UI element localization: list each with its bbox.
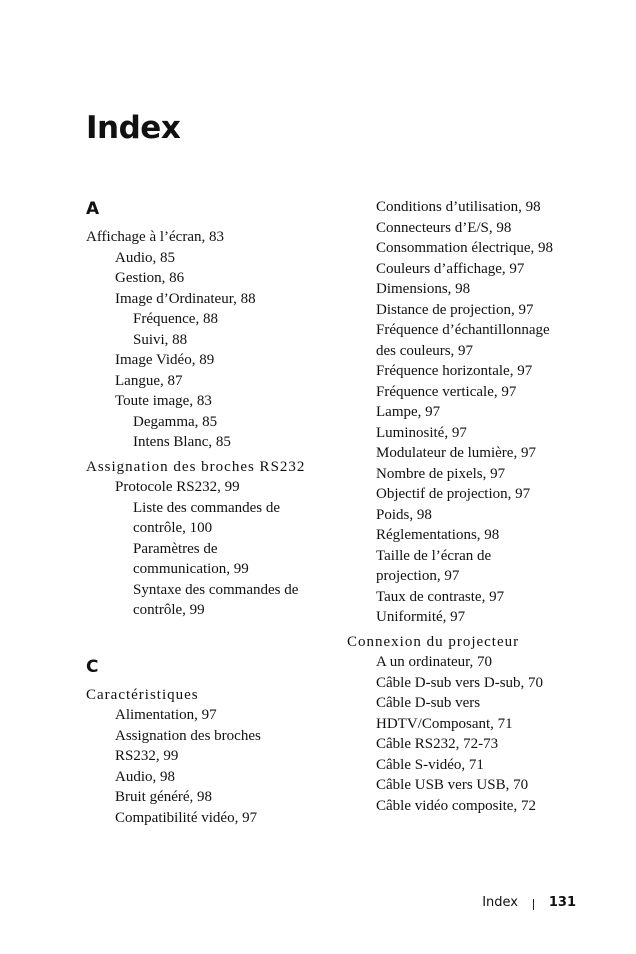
index-subentry: Câble D-sub vers D-sub, 70 (376, 674, 544, 691)
index-subentry: Câble D-sub vers (376, 695, 481, 711)
index-subentry: RS232, 99 (115, 748, 179, 764)
index-subsubentry: communication, 99 (133, 561, 249, 577)
index-subentry: Toute image, 83 (115, 393, 212, 409)
index-subentry: Lampe, 97 (376, 404, 441, 420)
index-subentry: Objectif de projection, 97 (376, 486, 531, 502)
index-subsubentry: Degamma, 85 (133, 413, 218, 430)
index-subentry: Câble vidéo composite, 72 (376, 797, 536, 814)
index-subentry: Connecteurs d’E/S, 98 (376, 219, 512, 236)
index-subsubentry: Paramètres de (133, 540, 218, 557)
index-subsubentry: Intens Blanc, 85 (133, 434, 231, 450)
index-subentry: des couleurs, 97 (376, 342, 474, 359)
index-subentry: Couleurs d’affichage, 97 (376, 260, 525, 277)
index-subsubentry: Suivi, 88 (133, 331, 188, 348)
index-subsubentry: Liste des commandes de (133, 499, 281, 516)
page-title: Index (86, 110, 181, 146)
index-subentry: Audio, 98 (115, 768, 175, 785)
index-subsubentry: contrôle, 99 (133, 602, 205, 618)
page-number: 131 (548, 895, 576, 910)
index-entry: Connexion du projecteur (347, 633, 520, 650)
section-letter-a: A (86, 199, 100, 219)
index-subentry: Câble USB vers USB, 70 (376, 777, 529, 793)
index-subentry: Distance de projection, 97 (376, 301, 534, 318)
index-subentry: Fréquence horizontale, 97 (376, 363, 533, 379)
page-footer (0, 894, 636, 914)
index-subsubentry: contrôle, 100 (133, 520, 213, 536)
index-subsubentry: Syntaxe des commandes de (133, 581, 299, 598)
index-subentry: Uniformité, 97 (376, 609, 466, 625)
index-subentry: Câble S-vidéo, 71 (376, 756, 484, 773)
index-subentry: projection, 97 (376, 568, 460, 584)
index-subentry: Fréquence verticale, 97 (376, 383, 517, 400)
index-column-left (86, 197, 336, 828)
index-subentry: Gestion, 86 (115, 270, 185, 286)
index-subentry: Modulateur de lumière, 97 (376, 445, 536, 461)
index-subentry: Poids, 98 (376, 506, 432, 523)
index-subentry: Taille de l’écran de (376, 547, 492, 564)
section-letter-c: C (86, 656, 99, 677)
index-subentry: Nombre de pixels, 97 (376, 465, 506, 482)
index-subentry: Assignation des broches (115, 727, 261, 744)
index-subentry: Compatibilité vidéo, 97 (115, 809, 258, 826)
index-subentry: Bruit généré, 98 (115, 789, 213, 805)
index-subentry: Protocole RS232, 99 (115, 479, 240, 495)
index-subentry: Audio, 85 (115, 249, 175, 266)
index-subentry: A un ordinateur, 70 (376, 654, 493, 670)
footer-divider (533, 899, 534, 910)
index-subsubentry: Fréquence, 88 (133, 311, 218, 327)
footer-section-label: Index (482, 895, 518, 910)
index-subentry: Image d’Ordinateur, 88 (115, 290, 256, 307)
index-subentry: Alimentation, 97 (115, 707, 217, 723)
index-subentry: Luminosité, 97 (376, 424, 467, 441)
index-entry: Assignation des broches RS232 (86, 458, 306, 475)
index-column-right (347, 197, 597, 816)
index-subentry: Conditions d’utilisation, 98 (376, 199, 541, 215)
index-subentry: Câble RS232, 72-73 (376, 736, 499, 752)
index-subentry: Image Vidéo, 89 (115, 352, 215, 368)
index-subentry: Consommation électrique, 98 (376, 240, 554, 256)
index-subentry: Dimensions, 98 (376, 281, 471, 297)
index-subentry: Langue, 87 (115, 372, 183, 389)
index-subentry: Taux de contraste, 97 (376, 588, 505, 605)
index-entry: Caractéristiques (86, 686, 199, 703)
index-entry: Affichage à l’écran, 83 (86, 229, 224, 245)
index-subentry: Réglementations, 98 (376, 527, 500, 543)
index-subentry: HDTV/Composant, 71 (376, 715, 513, 732)
index-subentry: Fréquence d’échantillonnage (376, 322, 550, 338)
